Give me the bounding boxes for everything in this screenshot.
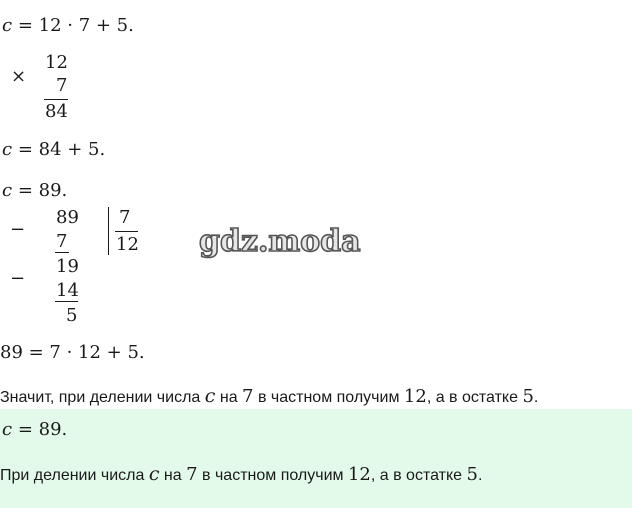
quotient: 12 <box>116 234 139 255</box>
number-7: 7 <box>186 464 198 485</box>
subtrahend-1: 7 <box>56 231 68 252</box>
text-part: на <box>159 467 187 484</box>
answer-equation <box>2 419 67 441</box>
mult-bottom: 7 <box>56 75 68 96</box>
equation-2 <box>2 139 105 161</box>
text-part: При делении числа <box>0 467 149 484</box>
number-5: 5 <box>522 386 534 407</box>
var-c: c <box>2 419 13 440</box>
divisor: 7 <box>119 207 131 228</box>
var-c: c <box>2 15 13 36</box>
mult-result: 84 <box>45 101 68 122</box>
equation-3 <box>2 180 67 202</box>
final-remainder: 5 <box>66 305 78 326</box>
text-part: Значит, при делении числа <box>0 389 205 406</box>
number-7: 7 <box>242 386 254 407</box>
text-part: на <box>215 389 243 406</box>
division-rule-2 <box>55 301 78 302</box>
equation-3-rest: = 89. <box>12 180 68 201</box>
text-part: , а в остатке <box>370 467 467 484</box>
remainder-1: 19 <box>56 256 79 277</box>
divisor-rule <box>115 231 138 232</box>
division-bar <box>108 207 109 255</box>
answer-block <box>0 409 632 508</box>
var-c: c <box>2 139 13 160</box>
text-part: в частном получим <box>253 389 404 406</box>
text-part: , а в остатке <box>426 389 523 406</box>
var-c: c <box>148 463 160 485</box>
equation-1-rest: = 12 · 7 + 5. <box>12 15 134 36</box>
text-part: в частном получим <box>197 467 348 484</box>
text-part: . <box>533 389 539 406</box>
equation-4: 89 = 7 · 12 + 5. <box>0 342 145 363</box>
number-5: 5 <box>466 464 478 485</box>
equation-1 <box>2 15 134 37</box>
mult-rule <box>44 99 68 100</box>
multiply-sign: × <box>11 66 27 87</box>
minus-sign-1: − <box>10 219 26 240</box>
minus-sign-2: − <box>10 268 26 289</box>
equation-2-rest: = 84 + 5. <box>12 139 106 160</box>
dividend: 89 <box>56 207 79 228</box>
var-c: c <box>2 180 13 201</box>
division-rule-1 <box>55 252 69 253</box>
number-12: 12 <box>403 386 427 407</box>
text-part: . <box>477 467 483 484</box>
answer-equation-rest: = 89. <box>12 419 68 440</box>
conclusion-text <box>0 385 538 408</box>
watermark-logo: gdz.moda <box>199 224 361 259</box>
answer-text <box>0 463 482 486</box>
subtrahend-2: 14 <box>56 280 79 301</box>
number-12: 12 <box>347 464 371 485</box>
mult-top: 12 <box>45 52 68 73</box>
var-c: c <box>204 385 216 407</box>
